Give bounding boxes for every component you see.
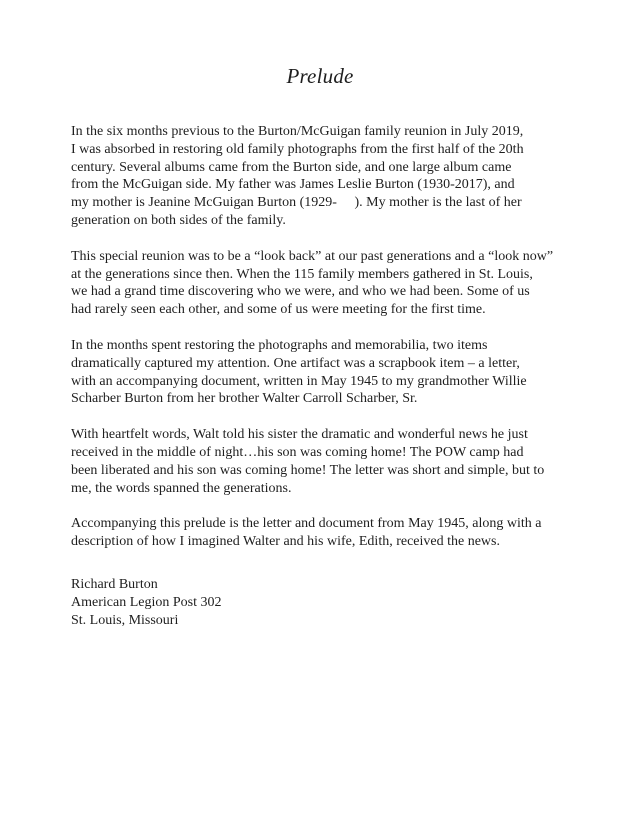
text-line: my mother is Jeanine McGuigan Burton (1929- ). My mother is the last of her: [71, 195, 522, 211]
signature-block: [71, 576, 221, 629]
text-line: century. Several albums came from the Burton side, and one large album came: [71, 159, 512, 175]
text-line: from the McGuigan side. My father was James Leslie Burton (1930-2017), and: [71, 177, 515, 193]
text-line: In the six months previous to the Burton/McGuigan family reunion in July 2019,: [71, 124, 524, 139]
signature-name: Richard Burton: [71, 577, 158, 592]
text-line: I was absorbed in restoring old family photographs from the first half of the 20th: [71, 141, 524, 157]
text-line: In the months spent restoring the photographs and memorabilia, two items: [71, 337, 488, 353]
text-line: generation on both sides of the family.: [71, 212, 286, 228]
text-line: at the generations since then. When the 115 family members gathered in St. Louis,: [71, 266, 533, 282]
paragraph-3: [71, 337, 576, 408]
text-line: With heartfelt words, Walt told his sister the dramatic and wonderful news he just: [71, 427, 528, 443]
paragraph-1: [71, 123, 576, 230]
text-line: me, the words spanned the generations.: [71, 480, 292, 496]
text-line: This special reunion was to be a “look back” at our past generations and a “look now”: [71, 248, 554, 264]
signature-location: St. Louis, Missouri: [71, 612, 179, 628]
text-line: we had a grand time discovering who we were, and who we had been. Some of us: [71, 284, 530, 300]
text-line: with an accompanying document, written in May 1945 to my grandmother Willie: [71, 373, 527, 389]
paragraph-2: [71, 248, 576, 319]
text-line: been liberated and his son was coming home! The letter was short and simple, but to: [71, 462, 545, 478]
text-line: description of how I imagined Walter and his wife, Edith, received the news.: [71, 534, 500, 550]
paragraph-5: [71, 515, 576, 551]
signature-organization: American Legion Post 302: [71, 594, 222, 610]
text-line: Scharber Burton from her brother Walter Carroll Scharber, Sr.: [71, 391, 418, 407]
text-line: dramatically captured my attention. One artifact was a scrapbook item – a letter,: [71, 355, 520, 371]
page-title: Prelude: [286, 64, 354, 88]
text-line: had rarely seen each other, and some of us were meeting for the first time.: [71, 302, 486, 318]
body-text: [71, 123, 576, 569]
text-line: Accompanying this prelude is the letter and document from May 1945, along with a: [71, 516, 542, 532]
text-line: received in the middle of night…his son was coming home! The POW camp had: [71, 444, 524, 460]
paragraph-4: [71, 426, 576, 497]
